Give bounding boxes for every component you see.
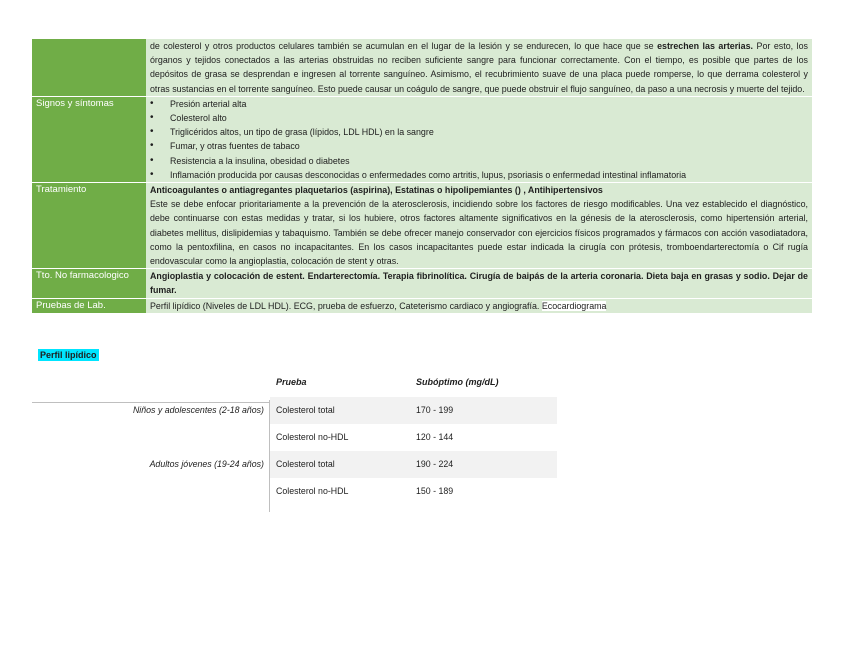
paragraph (150, 269, 808, 297)
paragraph (150, 299, 808, 313)
lipid-row (0, 478, 848, 505)
info-row (32, 96, 812, 182)
info-row (32, 298, 812, 313)
info-row (32, 269, 812, 298)
row-content (146, 298, 812, 313)
info-row (32, 39, 812, 97)
test-name: Colesterol no-HDL (276, 486, 349, 496)
list-item: • Resistencia a la insulina, obesidad o diabetes (150, 154, 808, 168)
lipid-profile-tag: Perfil lipídico (40, 350, 97, 360)
lipid-row (0, 424, 848, 451)
symptom-list (150, 97, 808, 182)
test-name: Colesterol no-HDL (276, 432, 349, 442)
text-run: Este se debe enfocar prioritariamente a la prevención de la aterosclerosis, incidiendo sobre los factores de riesgo modificables. Una vez establecido el diagnóstico, debe continuarse con estas medidas y tratar, si los hubiere, otros factores altamente significativos en la génesis de la aterosclerosis, como hipertensión arterial, diabetes mellitus, dislipidemias y tabaquismo. También se debe ofrecer manejo conservador con ejercicios físicos programados y fármacos con acción vasodiatadora, como la pentoxfilina, en casos no incapacitantes. En los casos incapacitantes puede estar indicada la cirugía con prótesis, tromboendarterectomía o Cif rugía endovascular como la angioplastia, colocación de stent y otras. (150, 199, 808, 267)
text-run: Ecocardiograma (541, 300, 607, 311)
row-label: Signos y síntomas (32, 96, 146, 182)
test-name: Colesterol total (276, 459, 335, 469)
age-group-label: Niños y adolescentes (2-18 años) (132, 405, 264, 415)
text-run: Anticoagulantes o antiagregantes plaquetarios (aspirina), Estatinas o hipolipemiantes () , Antihipertensivos (150, 185, 603, 196)
age-group-label: Adultos jóvenes (19-24 años) (149, 459, 264, 469)
list-item: • Inflamación producida por causas desconocidas o enfermedades como artritis, lupus, psoriasis o enfermedad intestinal inflamatoria (150, 168, 808, 182)
suboptimal-value: 150 - 189 (416, 486, 454, 496)
lipid-column-test-header: Prueba (276, 377, 307, 387)
row-label: Tratamiento (32, 183, 146, 269)
row-content (146, 39, 812, 97)
suboptimal-value: 170 - 199 (416, 405, 454, 415)
info-row (32, 183, 812, 269)
lipid-column-value-header: Subóptimo (mg/dL) (416, 377, 499, 387)
list-item: • Triglicéridos altos, un tipo de grasa (lípidos, LDL HDL) en la sangre (150, 125, 808, 139)
list-item: • Presión arterial alta (150, 97, 808, 111)
row-content (146, 96, 812, 182)
disease-info-table (32, 38, 812, 313)
row-label: Tto. No farmacologico (32, 269, 146, 298)
test-name: Colesterol total (276, 405, 335, 415)
row-label (32, 39, 146, 97)
lipid-table-divider (32, 402, 270, 403)
text-run: Por esto, los órganos y tejidos conectados a las arterias obstruidas no reciben suficiente sangre para funcionar correctamente. Con el tiempo, es posible que partes de los depósitos de grasa se desprendan e ingresen al torrente sanguíneo. Asimismo, el recubrimiento suave de una placa puede romperse, lo que derrama colesterol y otras sustancias en el torrente sanguíneo. Esto puede causar un coágulo de sangre, que puede obstruir el flujo sanguíneo, da paso a una necrosis y muerte del tejido. (150, 41, 808, 94)
row-content (146, 183, 812, 269)
paragraph (150, 39, 808, 96)
text-run: Perfil lipídico (Niveles de LDL HDL). ECG, prueba de esfuerzo, Cateterismo cardiaco y angiografía. (150, 300, 542, 311)
paragraph (150, 197, 808, 268)
row-content (146, 269, 812, 298)
suboptimal-value: 120 - 144 (416, 432, 454, 442)
list-item: • Colesterol alto (150, 111, 808, 125)
suboptimal-value: 190 - 224 (416, 459, 454, 469)
paragraph (150, 183, 808, 197)
text-run: estrechen las arterias. (657, 41, 753, 51)
row-label: Pruebas de Lab. (32, 298, 146, 313)
text-run: de colesterol y otros productos celulares también se acumulan en el lugar de la lesión y se endurecen, lo que hace que se (150, 41, 658, 51)
lipid-table-column-divider (269, 400, 270, 512)
lipid-row (0, 451, 848, 478)
text-run: Angioplastia y colocación de estent. Endarterectomía. Terapia fibrinolítica. Cirugía de baipás de la arteria coronaria. Dieta baja en grasas y sodio. Dejar de fumar. (150, 271, 808, 296)
list-item: • Fumar, y otras fuentes de tabaco (150, 139, 808, 153)
